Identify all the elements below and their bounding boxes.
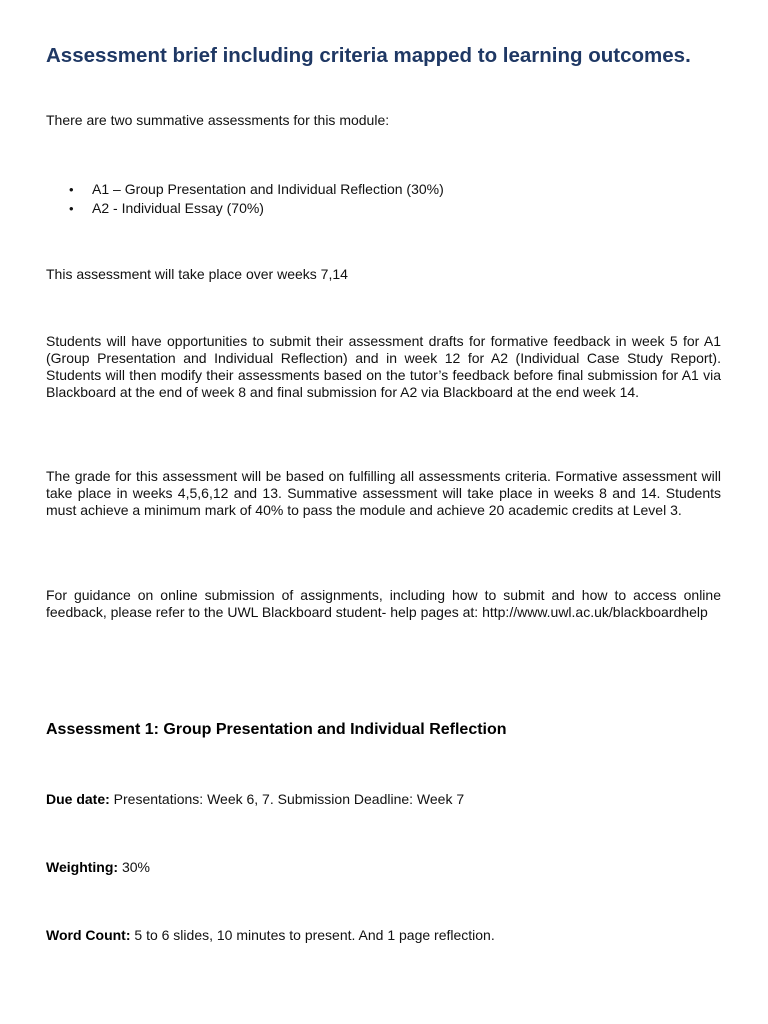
word-count-label: Word Count: — [46, 927, 131, 943]
bullet-icon: • — [69, 201, 74, 216]
word-count-value: 5 to 6 slides, 10 minutes to present. And 1 page reflection. — [130, 927, 495, 943]
list-item — [46, 180, 646, 199]
due-date-label: Due date: — [46, 791, 110, 807]
bullet-icon: • — [69, 182, 74, 197]
word-count-field — [46, 927, 495, 944]
drafts-paragraph: Students will have opportunities to submit their assessment drafts for formative feedback in week 5 for A1 (Group Presentation and Individual Reflection) and in week 12 for A2 (Individual Case Study Report). Students will then modify their assessments based on the tutor’s feedback before final submission for A1 via Blackboard at the end of week 8 and final submission for A2 via Blackboard at the end week 14. — [46, 333, 721, 400]
assessment-list — [46, 180, 646, 218]
schedule-text: This assessment will take place over weeks 7,14 — [46, 266, 348, 282]
grade-paragraph: The grade for this assessment will be based on fulfilling all assessments criteria. Formative assessment will take place in weeks 4,5,6,12 and 13. Summative assessment will take place in weeks 8 and 14. Students must achieve a minimum mark of 40% to pass the module and achieve 20 academic credits at Level 3. — [46, 468, 721, 518]
weighting-field — [46, 859, 150, 876]
page-title: Assessment brief including criteria mapped to learning outcomes. — [46, 44, 691, 67]
intro-text: There are two summative assessments for this module: — [46, 112, 390, 128]
due-date-field — [46, 791, 464, 808]
due-date-value: Presentations: Week 6, 7. Submission Deadline: Week 7 — [109, 791, 465, 807]
list-item-text: A1 – Group Presentation and Individual Reflection (30%) — [92, 181, 444, 197]
guidance-paragraph: For guidance on online submission of assignments, including how to submit and how to access online feedback, please refer to the UWL Blackboard student- help pages at: http://www.uwl.ac.uk/blackboardhelp — [46, 587, 721, 620]
weighting-label: Weighting: — [46, 859, 119, 875]
assessment1-title: Assessment 1: Group Presentation and Individual Reflection — [46, 721, 507, 738]
list-item — [46, 199, 646, 218]
list-item-text: A2 - Individual Essay (70%) — [92, 200, 264, 216]
weighting-value: 30% — [118, 859, 150, 875]
